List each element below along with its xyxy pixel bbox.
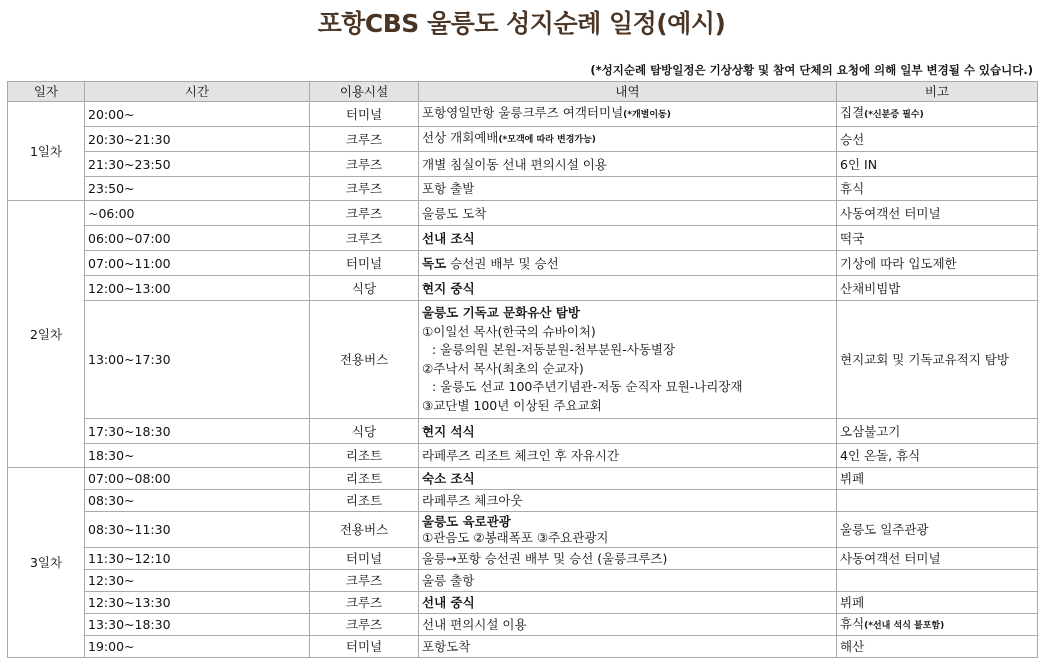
table-row	[8, 512, 1038, 548]
detail-title: 울릉도 육로관광	[422, 513, 511, 529]
day-3-cell: 3일차	[8, 468, 85, 658]
time-cell: 23:50~	[85, 177, 310, 201]
detail-cell: 선내 편의시설 이용	[419, 614, 837, 636]
remark-cell: 사동여객선 터미널	[837, 548, 1038, 570]
table-row	[8, 592, 1038, 614]
header-day: 일자	[8, 82, 85, 102]
remark-cell: 6인 IN	[837, 152, 1038, 177]
detail-cell: 포항영일만항 울릉크루즈 여객터미널(*개별이동)	[419, 102, 837, 127]
detail-cell: 현지 중식	[419, 276, 837, 301]
detail-title: 울릉도 기독교 문화유산 탐방	[422, 305, 580, 320]
detail-cell: 선내 조식	[419, 226, 837, 251]
day-2-cell: 2일차	[8, 201, 85, 468]
table-header-row	[8, 82, 1038, 102]
facility-cell: 터미널	[310, 251, 419, 276]
remark-cell: 뷔페	[837, 592, 1038, 614]
remark-cell: 휴식(*선내 석식 불포함)	[837, 614, 1038, 636]
table-row	[8, 201, 1038, 226]
remark-cell: 집결(*신분증 필수)	[837, 102, 1038, 127]
detail-cell	[419, 301, 837, 419]
detail-cell: 독도 승선권 배부 및 승선	[419, 251, 837, 276]
detail-cell: 개별 침실이동 선내 편의시설 이용	[419, 152, 837, 177]
table-row	[8, 251, 1038, 276]
remark-cell: 기상에 따라 입도제한	[837, 251, 1038, 276]
header-time: 시간	[85, 82, 310, 102]
header-remark: 비고	[837, 82, 1038, 102]
remark-cell: 떡국	[837, 226, 1038, 251]
table-row	[8, 127, 1038, 152]
time-cell: 08:30~	[85, 490, 310, 512]
detail-line: ①관음도 ②봉래폭포 ③주요관광지	[422, 529, 609, 545]
table-row	[8, 419, 1038, 444]
time-cell: 13:30~18:30	[85, 614, 310, 636]
time-cell: 07:00~11:00	[85, 251, 310, 276]
facility-cell: 크루즈	[310, 614, 419, 636]
page-title: 포항CBS 울릉도 성지순례 일정(예시)	[317, 9, 726, 38]
header-facility: 이용시설	[310, 82, 419, 102]
detail-cell: 현지 석식	[419, 419, 837, 444]
detail-cell: 선내 중식	[419, 592, 837, 614]
time-cell: ~06:00	[85, 201, 310, 226]
facility-cell: 크루즈	[310, 177, 419, 201]
detail-line: ②주낙서 목사(최초의 순교자)	[422, 360, 584, 376]
facility-cell: 크루즈	[310, 592, 419, 614]
detail-line: ①이일선 목사(한국의 슈바이처)	[422, 323, 596, 339]
table-row	[8, 490, 1038, 512]
remark-cell: 휴식	[837, 177, 1038, 201]
facility-cell: 리조트	[310, 444, 419, 468]
time-cell: 13:00~17:30	[85, 301, 310, 419]
remark-cell	[837, 490, 1038, 512]
detail-cell: 라페루즈 체크아웃	[419, 490, 837, 512]
table-row	[8, 636, 1038, 658]
table-row	[8, 276, 1038, 301]
detail-line: ③교단별 100년 이상된 주요교회	[422, 397, 602, 413]
remark-cell: 사동여객선 터미널	[837, 201, 1038, 226]
table-row	[8, 226, 1038, 251]
remark-cell: 뷔페	[837, 468, 1038, 490]
detail-cell: 숙소 조식	[419, 468, 837, 490]
table-row	[8, 570, 1038, 592]
table-row	[8, 548, 1038, 570]
remark-cell: 오삼불고기	[837, 419, 1038, 444]
facility-cell: 터미널	[310, 636, 419, 658]
facility-cell: 크루즈	[310, 226, 419, 251]
time-cell: 20:00~	[85, 102, 310, 127]
time-cell: 18:30~	[85, 444, 310, 468]
time-cell: 12:30~13:30	[85, 592, 310, 614]
facility-cell: 식당	[310, 419, 419, 444]
table-row	[8, 102, 1038, 127]
facility-cell: 터미널	[310, 548, 419, 570]
time-cell: 07:00~08:00	[85, 468, 310, 490]
time-cell: 06:00~07:00	[85, 226, 310, 251]
time-cell: 20:30~21:30	[85, 127, 310, 152]
remark-cell: 현지교회 및 기독교유적지 탐방	[837, 301, 1038, 419]
schedule-table	[7, 81, 1038, 658]
facility-cell: 리조트	[310, 468, 419, 490]
time-cell: 19:00~	[85, 636, 310, 658]
detail-cell: 울릉도 도착	[419, 201, 837, 226]
time-cell: 11:30~12:10	[85, 548, 310, 570]
facility-cell: 크루즈	[310, 570, 419, 592]
table-row	[8, 468, 1038, 490]
remark-cell: 4인 온돌, 휴식	[837, 444, 1038, 468]
remark-cell: 울릉도 일주관광	[837, 512, 1038, 548]
time-cell: 08:30~11:30	[85, 512, 310, 548]
time-cell: 21:30~23:50	[85, 152, 310, 177]
detail-cell: 포항 출발	[419, 177, 837, 201]
table-row	[8, 301, 1038, 419]
facility-cell: 식당	[310, 276, 419, 301]
detail-cell	[419, 512, 837, 548]
remark-cell: 해산	[837, 636, 1038, 658]
detail-line: : 울릉의원 본원-저동분원-천부분원-사동별장	[432, 342, 676, 357]
remark-cell	[837, 570, 1038, 592]
remark-cell: 승선	[837, 127, 1038, 152]
facility-cell: 크루즈	[310, 127, 419, 152]
day-1-cell: 1일차	[8, 102, 85, 201]
time-cell: 12:30~	[85, 570, 310, 592]
facility-cell: 리조트	[310, 490, 419, 512]
schedule-note: (*성지순례 탐방일정은 기상상황 및 참여 단체의 요청에 의해 일부 변경될 수 있습니다.)	[590, 63, 1033, 77]
facility-cell: 전용버스	[310, 512, 419, 548]
detail-cell: 울릉 출항	[419, 570, 837, 592]
time-cell: 17:30~18:30	[85, 419, 310, 444]
facility-cell: 크루즈	[310, 152, 419, 177]
remark-cell: 산채비빔밥	[837, 276, 1038, 301]
table-row	[8, 177, 1038, 201]
detail-cell: 선상 개회예배(*모객에 따라 변경가능)	[419, 127, 837, 152]
table-row	[8, 152, 1038, 177]
header-detail: 내역	[419, 82, 837, 102]
detail-cell: 라페루즈 리조트 체크인 후 자유시간	[419, 444, 837, 468]
facility-cell: 크루즈	[310, 201, 419, 226]
detail-cell: 울릉→포항 승선권 배부 및 승선 (울릉크루즈)	[419, 548, 837, 570]
detail-line: : 울릉도 선교 100주년기념관-저동 순직자 묘원-나리장재	[432, 379, 743, 394]
detail-cell: 포항도착	[419, 636, 837, 658]
time-cell: 12:00~13:00	[85, 276, 310, 301]
table-row	[8, 444, 1038, 468]
table-row	[8, 614, 1038, 636]
facility-cell: 터미널	[310, 102, 419, 127]
facility-cell: 전용버스	[310, 301, 419, 419]
